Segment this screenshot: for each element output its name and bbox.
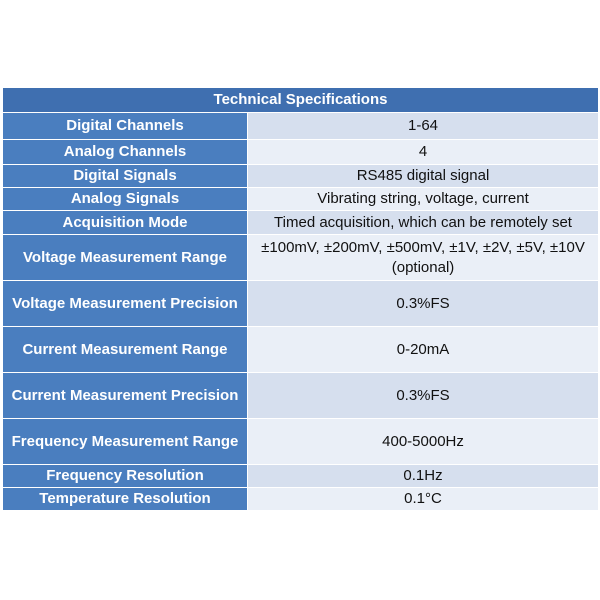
row-label: Analog Channels	[3, 140, 248, 165]
table-row	[3, 281, 599, 327]
spec-table	[2, 87, 599, 511]
row-value: ±100mV, ±200mV, ±500mV, ±1V, ±2V, ±5V, ±10V (optional)	[248, 235, 599, 281]
row-value: 0.3%FS	[248, 373, 599, 419]
table-row	[3, 140, 599, 165]
row-value: Timed acquisition, which can be remotely set	[248, 211, 599, 235]
row-value: 400-5000Hz	[248, 419, 599, 465]
row-label: Temperature Resolution	[3, 488, 248, 511]
row-label: Voltage Measurement Precision	[3, 281, 248, 327]
table-row	[3, 188, 599, 211]
table-row	[3, 419, 599, 465]
row-value: RS485 digital signal	[248, 165, 599, 188]
row-label: Analog Signals	[3, 188, 248, 211]
row-label: Frequency Measurement Range	[3, 419, 248, 465]
row-label: Voltage Measurement Range	[3, 235, 248, 281]
table-row	[3, 113, 599, 140]
row-value: 0.1Hz	[248, 465, 599, 488]
row-label: Current Measurement Range	[3, 327, 248, 373]
row-label: Digital Signals	[3, 165, 248, 188]
table-row	[3, 235, 599, 281]
row-value: Vibrating string, voltage, current	[248, 188, 599, 211]
table-row	[3, 488, 599, 511]
row-label: Digital Channels	[3, 113, 248, 140]
table-row	[3, 465, 599, 488]
row-value: 4	[248, 140, 599, 165]
table-row	[3, 327, 599, 373]
row-value: 0.1°C	[248, 488, 599, 511]
row-label: Current Measurement Precision	[3, 373, 248, 419]
table-row	[3, 373, 599, 419]
row-value: 1-64	[248, 113, 599, 140]
row-label: Acquisition Mode	[3, 211, 248, 235]
row-value: 0.3%FS	[248, 281, 599, 327]
table-header-row	[3, 88, 599, 113]
row-label: Frequency Resolution	[3, 465, 248, 488]
table-row	[3, 211, 599, 235]
table-row	[3, 165, 599, 188]
row-value: 0-20mA	[248, 327, 599, 373]
table-title: Technical Specifications	[3, 88, 599, 113]
